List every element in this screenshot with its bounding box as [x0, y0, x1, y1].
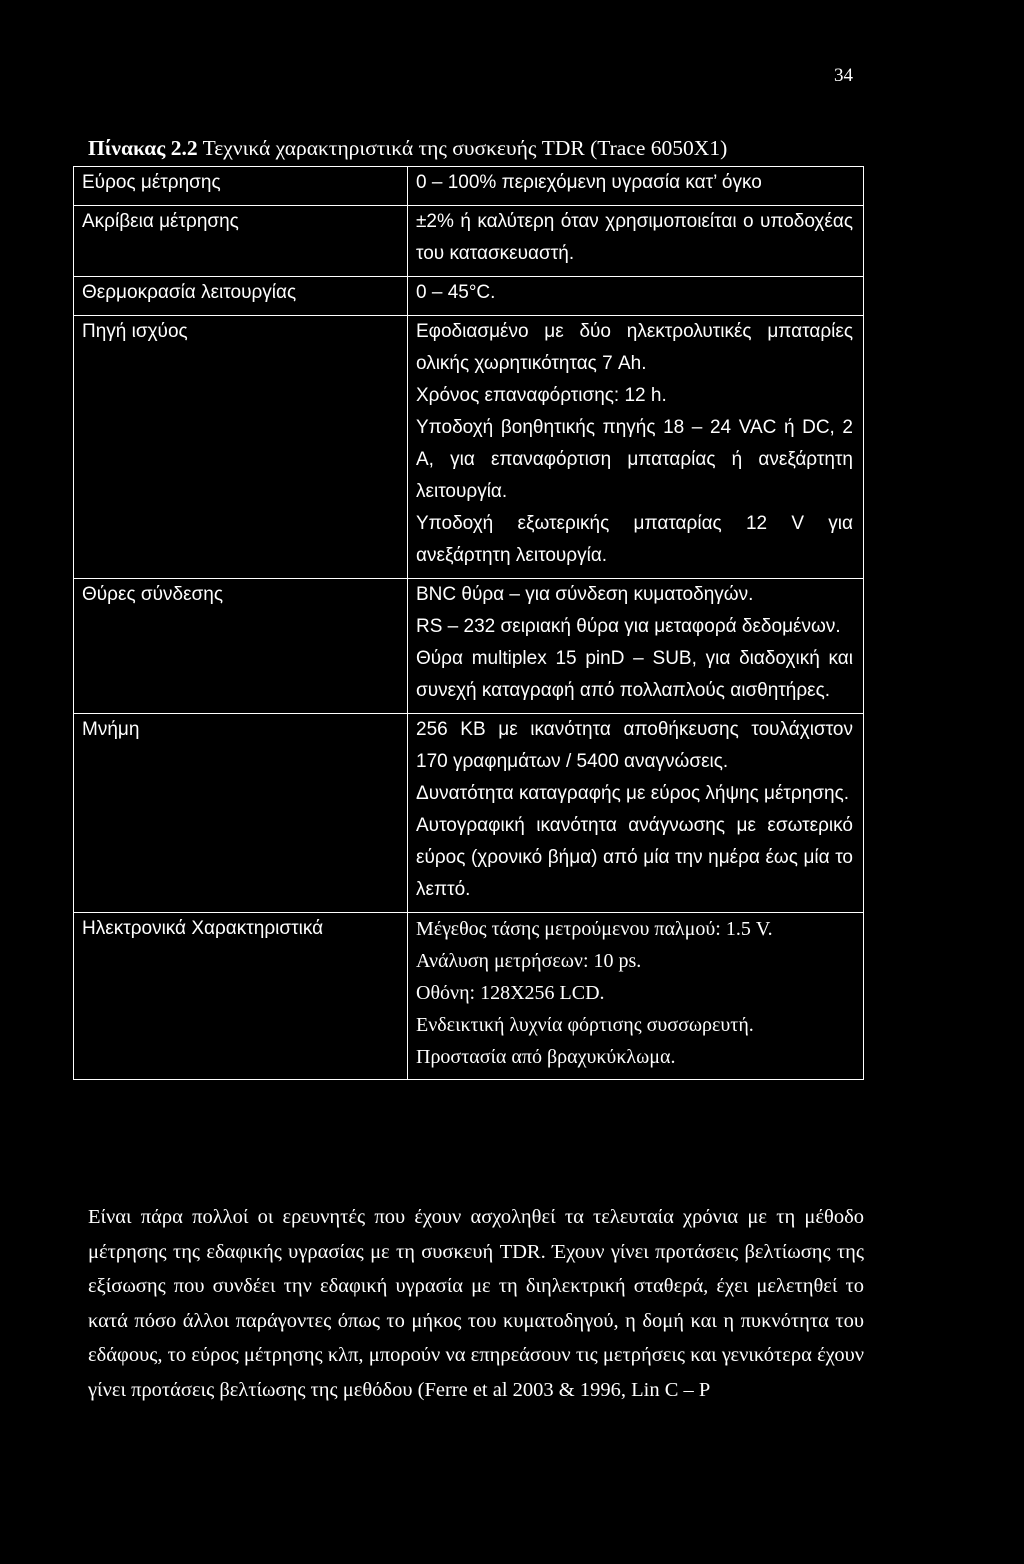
row-label: Ηλεκτρονικά Χαρακτηριστικά	[74, 913, 408, 1080]
row-label: Πηγή ισχύος	[74, 316, 408, 579]
value-line: 0 – 100% περιεχόμενη υγρασία κατ’ όγκο	[416, 172, 762, 193]
table-caption-label: Πίνακας 2.2	[88, 136, 198, 160]
table-row	[74, 167, 864, 206]
row-value	[408, 316, 864, 579]
row-value	[408, 206, 864, 277]
row-value	[408, 277, 864, 316]
value-line: Χρόνος επαναφόρτισης: 12 h.	[416, 385, 667, 406]
page-number: 34	[834, 65, 853, 86]
value-line: Υποδοχή εξωτερικής μπαταρίας 12 V για ανεξάρτητη λειτουργία.	[416, 513, 853, 566]
row-label: Θύρες σύνδεσης	[74, 579, 408, 714]
table-row	[74, 579, 864, 714]
table-caption	[88, 134, 727, 162]
value-line: Υποδοχή βοηθητικής πηγής 18 – 24 VAC ή DC, 2 A, για επαναφόρτιση μπαταρίας ή ανεξάρτητη λειτουργία.	[416, 417, 853, 502]
table-row	[74, 714, 864, 913]
value-line: 0 – 45°C.	[416, 282, 496, 303]
row-value	[408, 579, 864, 714]
row-label: Θερμοκρασία λειτουργίας	[74, 277, 408, 316]
row-label: Εύρος μέτρησης	[74, 167, 408, 206]
value-line: Εφοδιασμένο με δύο ηλεκτρολυτικές μπαταρίες ολικής χωρητικότητας 7 Ah.	[416, 321, 853, 374]
specs-table	[73, 166, 864, 1080]
row-value	[408, 167, 864, 206]
row-label: Ακρίβεια μέτρησης	[74, 206, 408, 277]
table-row	[74, 277, 864, 316]
value-line: Προστασία από βραχυκύκλωμα.	[416, 1046, 676, 1068]
value-line: Αυτογραφική ικανότητα ανάγνωσης με εσωτερικό εύρος (χρονικό βήμα) από μία την ημέρα έως μία το λεπτό.	[416, 815, 853, 900]
value-line: BNC θύρα – για σύνδεση κυματοδηγών.	[416, 584, 754, 605]
value-line: Δυνατότητα καταγραφής με εύρος λήψης μέτρησης.	[416, 783, 850, 804]
value-line: Μέγεθος τάσης μετρούμενου παλμού: 1.5 V.	[416, 918, 773, 940]
value-line: Θύρα multiplex 15 pinD – SUB, για διαδοχική και συνεχή καταγραφή από πολλαπλούς αισθητήρες.	[416, 648, 853, 701]
table-caption-text: Τεχνικά χαρακτηριστικά της συσκευής TDR (Trace 6050X1)	[197, 136, 728, 160]
body-paragraph: Είναι πάρα πολλοί οι ερευνητές που έχουν ασχοληθεί τα τελευταία χρόνια με τη μέθοδο μέτρησης της εδαφικής υγρασίας με τη συσκευή TDR. Έχουν γίνει προτάσεις βελτίωσης της εξίσωσης που συνδέει την εδαφική υγρασία με τη διηλεκτρική σταθερά, έχει μελετηθεί το κατά πόσο άλλοι παράγοντες όπως το μήκος του κυματοδηγού, η δομή και η πυκνότητα του εδάφους, το εύρος μέτρησης κλπ, μπορούν να επηρεάσουν τις μετρήσεις και γενικότερα έχουν γίνει προτάσεις βελτίωσης της μεθόδου (Ferre et al 2003 & 1996, Lin C – P	[88, 1206, 864, 1401]
table-row	[74, 206, 864, 277]
value-line: Οθόνη: 128X256 LCD.	[416, 982, 605, 1004]
table-row	[74, 316, 864, 579]
value-line: Ενδεικτική λυχνία φόρτισης συσσωρευτή.	[416, 1014, 754, 1036]
row-value	[408, 714, 864, 913]
row-label: Μνήμη	[74, 714, 408, 913]
value-line: ±2% ή καλύτερη όταν χρησιμοποιείται ο υποδοχέας του κατασκευαστή.	[416, 211, 853, 264]
value-line: RS – 232 σειριακή θύρα για μεταφορά δεδομένων.	[416, 616, 841, 637]
row-value	[408, 913, 864, 1080]
table-row	[74, 913, 864, 1080]
value-line: Ανάλυση μετρήσεων: 10 ps.	[416, 950, 642, 972]
value-line: 256 KB με ικανότητα αποθήκευσης τουλάχιστον 170 γραφημάτων / 5400 αναγνώσεις.	[416, 719, 853, 772]
